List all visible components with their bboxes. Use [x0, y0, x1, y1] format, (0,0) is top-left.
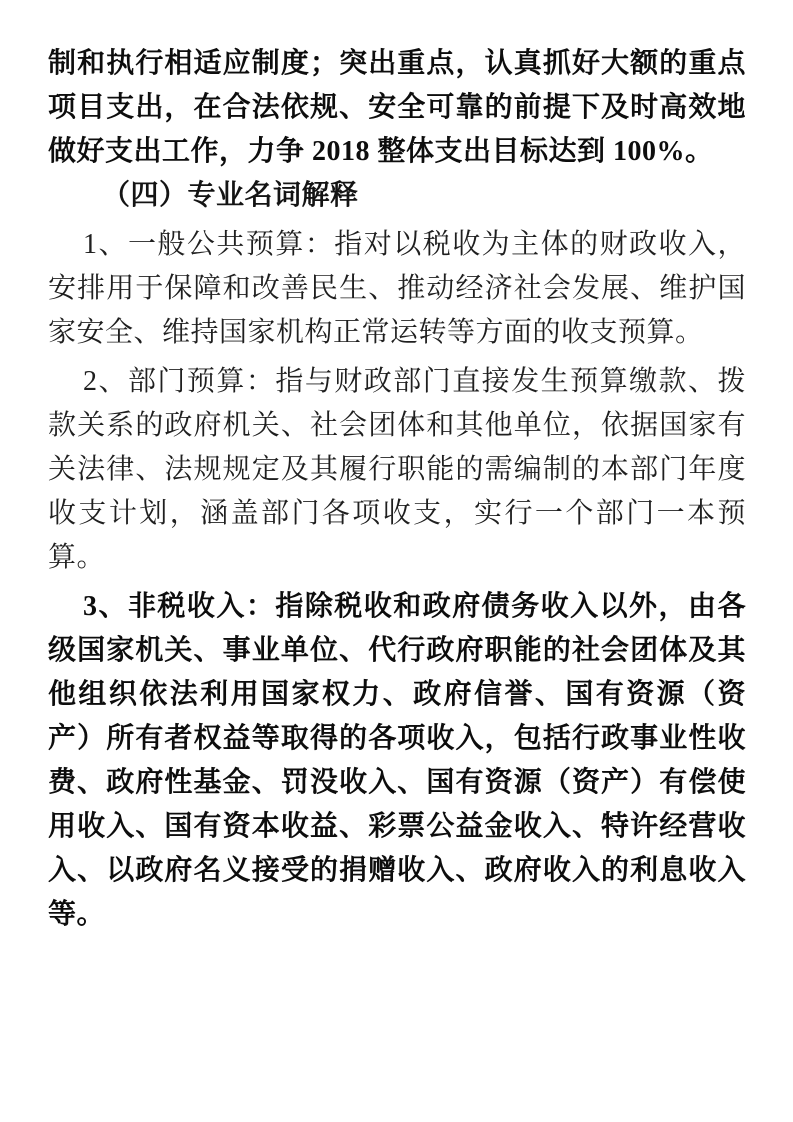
term-definition-department-budget: 2、部门预算：指与财政部门直接发生预算缴款、拨款关系的政府机关、社会团体和其他单位，依据国家有关法律、法规规定及其履行职能的需编制的本部门年度收支计划，涵盖部门各项收支，实行一个部门一本预算。	[48, 366, 746, 573]
section-heading-professional-terms: （四）专业名词解释	[102, 180, 359, 211]
term-definition-non-tax-revenue: 3、非税收入：指除税收和政府债务收入以外，由各级国家机关、事业单位、代行政府职能的社会团体及其他组织依法利用国家权力、政府信誉、国有资源（资产）所有者权益等取得的各项收入，包括行政事业性收费、政府性基金、罚没收入、国有资源（资产）有偿使用收入、国有资本收益、彩票公益金收入、特许经营收入、以政府名义接受的捐赠收入、政府收入的利息收入等。	[48, 591, 746, 930]
term-definition-general-public-budget: 1、一般公共预算：指对以税收为主体的财政收入，安排用于保障和改善民生、推动经济社会发展、维护国家安全、维持国家机构正常运转等方面的收支预算。	[48, 229, 746, 348]
paragraph-spending-target: 制和执行相适应制度；突出重点，认真抓好大额的重点项目支出，在合法依规、安全可靠的前提下及时高效地做好支出工作，力争 2018 整体支出目标达到 100%。	[48, 48, 746, 167]
